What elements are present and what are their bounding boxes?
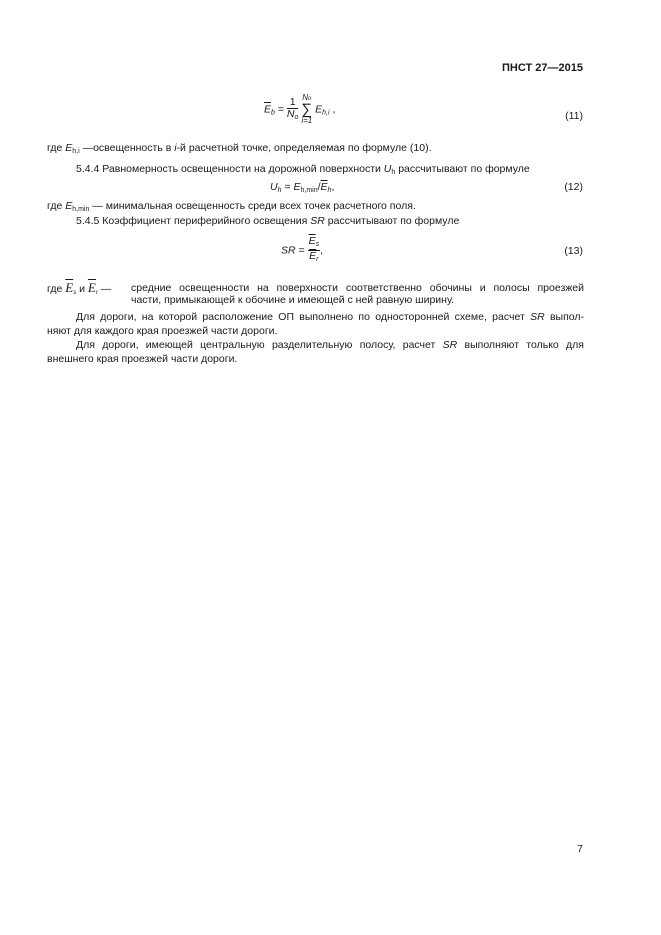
para2-text-line2: внешнего края проезжей части дороги. xyxy=(47,353,238,365)
formula-13-num-sub: s xyxy=(315,241,320,248)
p545-text-b: рассчитывают по формуле xyxy=(324,215,460,227)
para1-text-a: Для дороги, на которой расположение ОП выполнено по односторонней схеме, расчет xyxy=(76,311,531,323)
formula-11-lhs-var: $\overline{E}$ xyxy=(264,103,272,116)
para1-text-b: выпол- xyxy=(544,311,584,323)
def-11-text-a: —освещенность в xyxy=(79,142,175,154)
formula-12-e-var: E xyxy=(293,181,301,193)
def-13-and: и xyxy=(76,283,88,295)
formula-12-lhs-var: U xyxy=(270,181,278,193)
formula-11-fraction xyxy=(287,97,299,123)
def-13-var2: $\overline{E}$ xyxy=(87,280,96,295)
formula-11-sum-top-sub: o xyxy=(308,96,312,102)
formula-11-equals: = xyxy=(277,103,284,116)
formula-11-lhs-sub: b xyxy=(271,109,275,117)
para2-text-a: Для дороги, имеющей центральную разделительную полосу, расчет xyxy=(76,339,443,351)
formula-11-frac-num: 1 xyxy=(287,97,299,109)
formula-13-num-var: $\overline{E}$ xyxy=(308,235,316,247)
def-11-italic-i: i xyxy=(174,142,177,154)
def-13-var2-sub: r xyxy=(95,290,98,296)
def-13-var1: $\overline{E}$ xyxy=(65,280,74,295)
definition-12 xyxy=(47,200,416,213)
formula-13-den-var: $\overline{E}$ xyxy=(309,250,317,262)
p545-text-a: 5.4.5 Коэффициент периферийного освещения xyxy=(76,215,311,227)
formula-11-tail: , xyxy=(329,103,336,116)
paragraph-5-4-4 xyxy=(76,163,530,176)
para2-text-b: выполняют только для xyxy=(457,339,584,351)
formula-11-term-var: E xyxy=(315,103,323,116)
def-11-text-b: -й расчетной точке, определяемая по формуле (10). xyxy=(176,142,432,154)
def-11-var: E xyxy=(65,142,73,154)
formula-12-e-sub: h,min xyxy=(300,187,318,194)
formula-12-ebar-var: $\overline{E}$ xyxy=(320,181,328,193)
formula-13-fraction xyxy=(308,235,324,265)
def-11-prefix: где xyxy=(47,142,66,154)
formula-11-frac-den-var: N xyxy=(286,107,295,120)
para2-var: SR xyxy=(442,339,458,351)
def-11-sub: h,i xyxy=(72,148,80,155)
formula-12-ebar-sub: h xyxy=(327,187,332,194)
formula-11-frac-den-sub: o xyxy=(294,113,299,121)
formula-11-sum-bottom: i=1 xyxy=(301,116,313,125)
def-13-prefix: где xyxy=(47,283,66,295)
formula-11-sigma: ∑ xyxy=(301,101,313,118)
formula-13-equals: = xyxy=(298,244,305,257)
para1-var: SR xyxy=(530,311,545,323)
formula-13 xyxy=(281,236,323,265)
formula-11-sum xyxy=(301,94,312,125)
def-12-text: — минимальная освещенность среди всех точек расчетного поля. xyxy=(89,200,416,212)
formula-11 xyxy=(264,94,335,125)
p544-text-b: рассчитывают по формуле xyxy=(395,163,530,175)
formula-12 xyxy=(270,181,334,194)
formula-13-den-sub: r xyxy=(316,256,319,263)
def-12-prefix: где xyxy=(47,200,66,212)
para1-text-line2: няют для каждого края проезжей части дороги. xyxy=(47,325,278,337)
formula-12-tail: , xyxy=(331,181,335,193)
formula-12-slash: / xyxy=(317,181,321,193)
formula-12-number: (12) xyxy=(564,181,583,193)
definition-13 xyxy=(47,280,111,296)
document-header: ПНСТ 27—2015 xyxy=(501,62,583,74)
formula-12-mid: = xyxy=(281,181,294,193)
p544-sub: h xyxy=(391,169,396,176)
formula-11-term-sub: h,i xyxy=(322,109,330,117)
formula-11-sum-top: N xyxy=(302,93,308,102)
def-13-text-line2: части, примыкающей к обочине и имеющей с ней равную ширину. xyxy=(131,294,455,306)
paragraph-5-4-5 xyxy=(76,215,459,227)
def-12-var: E xyxy=(65,200,73,212)
definition-11 xyxy=(47,142,432,155)
def-13-dash: — xyxy=(97,283,112,295)
def-13-text-line1: средние освещенности на поверхности соответственно обочины и полосы проезжей xyxy=(131,282,584,294)
formula-13-tail: , xyxy=(320,244,324,257)
p545-var: SR xyxy=(310,215,325,227)
paragraph-central-strip xyxy=(76,339,584,351)
formula-12-lhs-sub: h xyxy=(277,187,282,194)
formula-11-number: (11) xyxy=(565,110,583,122)
formula-13-lhs: SR xyxy=(281,244,296,257)
paragraph-one-side xyxy=(76,311,584,323)
p544-var: U xyxy=(383,163,392,175)
def-12-sub: h,min xyxy=(72,206,90,213)
page-number: 7 xyxy=(577,843,583,855)
formula-13-number: (13) xyxy=(564,245,583,257)
p544-text-a: 5.4.4 Равномерность освещенности на дорожной поверхности xyxy=(76,163,384,175)
def-13-var1-sub: s xyxy=(73,290,77,296)
